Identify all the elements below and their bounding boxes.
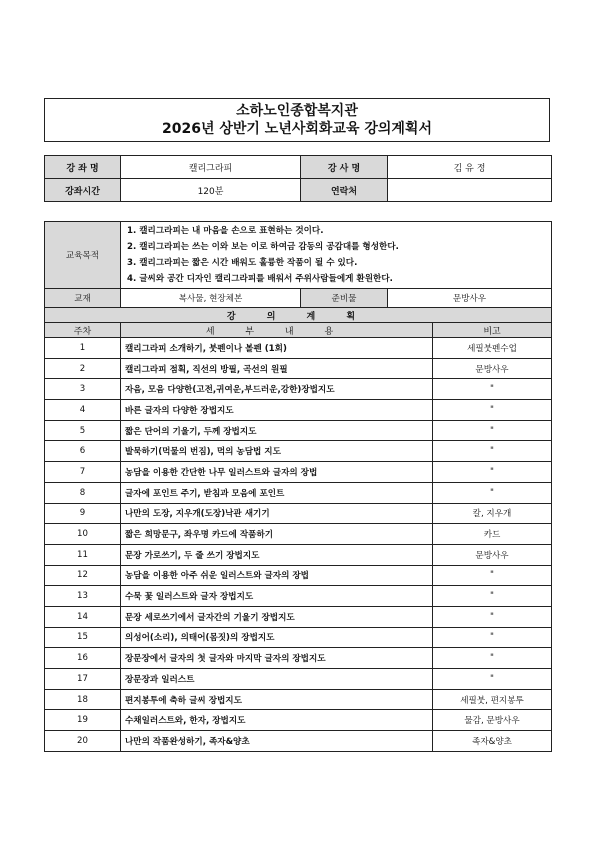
content-cell: 나만의 도장, 지우개(도장)낙관 새기기 xyxy=(121,503,433,524)
education-goal-item: 4. 글씨와 공간 디자인 캘리그라피를 배워서 주위사람들에게 환원한다. xyxy=(127,274,393,284)
note-cell: " xyxy=(433,648,552,669)
note-cell: " xyxy=(433,606,552,627)
course-info-table xyxy=(44,155,552,202)
plan-column-headers xyxy=(45,323,552,338)
course-info-row xyxy=(45,156,552,179)
plan-section-title: 강 의 계 획 xyxy=(45,308,552,323)
note-cell: " xyxy=(433,400,552,421)
week-cell: 9 xyxy=(45,503,121,524)
education-goal-item: 3. 캘리그라피는 짧은 시간 배워도 훌륭한 작품이 될 수 있다. xyxy=(127,258,358,268)
table-row xyxy=(45,544,552,565)
table-row xyxy=(45,565,552,586)
week-cell: 19 xyxy=(45,710,121,731)
content-cell: 장문장에서 글자의 첫 글자와 마지막 글자의 장법지도 xyxy=(121,648,433,669)
supplies-value: 문방사우 xyxy=(388,289,552,308)
week-cell: 1 xyxy=(45,338,121,359)
week-cell: 3 xyxy=(45,379,121,400)
week-cell: 5 xyxy=(45,420,121,441)
organization-title: 소하노인종합복지관 xyxy=(236,103,358,119)
table-row xyxy=(45,648,552,669)
table-row xyxy=(45,379,552,400)
course-info-row xyxy=(45,179,552,202)
note-cell: 문방사우 xyxy=(433,358,552,379)
document-title-box xyxy=(44,98,550,142)
content-cell: 농담을 이용한 간단한 나무 일러스트와 글자의 장법 xyxy=(121,462,433,483)
week-cell: 16 xyxy=(45,648,121,669)
content-cell: 편지봉투에 축하 글씨 장법지도 xyxy=(121,689,433,710)
week-cell: 20 xyxy=(45,731,121,752)
week-column-header: 주차 xyxy=(45,323,121,338)
education-goal-item: 1. 캘리그라피는 내 마음을 손으로 표현하는 것이다. xyxy=(127,226,324,236)
note-cell: " xyxy=(433,586,552,607)
instructor-label: 강 사 명 xyxy=(301,156,388,179)
table-row xyxy=(45,441,552,462)
contact-label: 연락처 xyxy=(301,179,388,202)
note-cell: 칼, 지우개 xyxy=(433,503,552,524)
table-row xyxy=(45,627,552,648)
materials-row xyxy=(45,289,552,308)
table-row xyxy=(45,710,552,731)
content-cell: 농담을 이용한 아주 쉬운 일러스트와 글자의 장법 xyxy=(121,565,433,586)
note-cell: " xyxy=(433,565,552,586)
document-title: 2026년 상반기 노년사회화교육 강의계획서 xyxy=(162,121,432,137)
table-row xyxy=(45,400,552,421)
education-goals-row xyxy=(45,222,552,289)
table-row xyxy=(45,482,552,503)
table-row xyxy=(45,524,552,545)
instructor-value: 김 유 정 xyxy=(388,156,552,179)
table-row xyxy=(45,731,552,752)
course-name-value: 캘리그라피 xyxy=(121,156,301,179)
note-cell: 세필붓펜수업 xyxy=(433,338,552,359)
table-row xyxy=(45,462,552,483)
week-cell: 17 xyxy=(45,669,121,690)
course-time-value: 120분 xyxy=(121,179,301,202)
week-cell: 18 xyxy=(45,689,121,710)
content-cell: 짧은 희망문구, 좌우명 카드에 작품하기 xyxy=(121,524,433,545)
content-cell: 수채일러스트와, 한자, 장법지도 xyxy=(121,710,433,731)
week-cell: 14 xyxy=(45,606,121,627)
note-cell: 족자&양초 xyxy=(433,731,552,752)
education-goal-item: 2. 캘리그라피는 쓰는 이와 보는 이로 하여금 감동의 공감대를 형성한다. xyxy=(127,242,399,252)
note-column-header: 비고 xyxy=(433,323,552,338)
table-row xyxy=(45,586,552,607)
course-name-label: 강 좌 명 xyxy=(45,156,121,179)
week-cell: 2 xyxy=(45,358,121,379)
note-cell: 세필붓, 편지봉투 xyxy=(433,689,552,710)
week-cell: 8 xyxy=(45,482,121,503)
education-goals xyxy=(121,222,552,289)
course-time-label: 강좌시간 xyxy=(45,179,121,202)
plan-section-header xyxy=(45,308,552,323)
table-row xyxy=(45,689,552,710)
content-cell: 발묵하기(먹물의 번짐), 먹의 농담법 지도 xyxy=(121,441,433,462)
week-cell: 15 xyxy=(45,627,121,648)
textbook-value: 복사물, 현장체본 xyxy=(121,289,301,308)
table-row xyxy=(45,338,552,359)
week-cell: 6 xyxy=(45,441,121,462)
content-cell: 글자에 포인트 주기, 받침과 모음에 포인트 xyxy=(121,482,433,503)
week-cell: 12 xyxy=(45,565,121,586)
textbook-label: 교재 xyxy=(45,289,121,308)
content-cell: 자음, 모음 다양한(고전,귀여운,부드러운,강한)장법지도 xyxy=(121,379,433,400)
content-cell: 짧은 단어의 기울기, 두께 장법지도 xyxy=(121,420,433,441)
week-cell: 4 xyxy=(45,400,121,421)
note-cell: " xyxy=(433,462,552,483)
note-cell: " xyxy=(433,420,552,441)
note-cell: " xyxy=(433,482,552,503)
week-cell: 10 xyxy=(45,524,121,545)
content-cell: 문장 세로쓰기에서 글자간의 기울기 장법지도 xyxy=(121,606,433,627)
content-cell: 나만의 작품완성하기, 족자&양초 xyxy=(121,731,433,752)
plan-rows xyxy=(45,338,552,752)
table-row xyxy=(45,669,552,690)
note-cell: " xyxy=(433,441,552,462)
content-cell: 캘리그라피 소개하기, 붓펜이나 볼펜 (1회) xyxy=(121,338,433,359)
week-cell: 7 xyxy=(45,462,121,483)
content-cell: 문장 가로쓰기, 두 줄 쓰기 장법지도 xyxy=(121,544,433,565)
lecture-plan-table xyxy=(44,221,552,752)
week-cell: 11 xyxy=(45,544,121,565)
content-cell: 수묵 꽃 일러스트와 글자 장법지도 xyxy=(121,586,433,607)
supplies-label: 준비물 xyxy=(301,289,388,308)
content-cell: 의성어(소리), 의태어(몸짓)의 장법지도 xyxy=(121,627,433,648)
content-cell: 바른 글자의 다양한 장법지도 xyxy=(121,400,433,421)
education-goals-label: 교육목적 xyxy=(45,222,121,289)
note-cell: 문방사우 xyxy=(433,544,552,565)
content-column-header: 세 부 내 용 xyxy=(121,323,433,338)
table-row xyxy=(45,606,552,627)
week-cell: 13 xyxy=(45,586,121,607)
note-cell: " xyxy=(433,379,552,400)
note-cell: " xyxy=(433,627,552,648)
table-row xyxy=(45,420,552,441)
content-cell: 캘리그라피 점획, 직선의 방필, 곡선의 원필 xyxy=(121,358,433,379)
contact-value xyxy=(388,179,552,202)
note-cell: 카드 xyxy=(433,524,552,545)
table-row xyxy=(45,503,552,524)
table-row xyxy=(45,358,552,379)
note-cell: " xyxy=(433,669,552,690)
content-cell: 장문장과 일러스트 xyxy=(121,669,433,690)
note-cell: 물감, 문방사우 xyxy=(433,710,552,731)
